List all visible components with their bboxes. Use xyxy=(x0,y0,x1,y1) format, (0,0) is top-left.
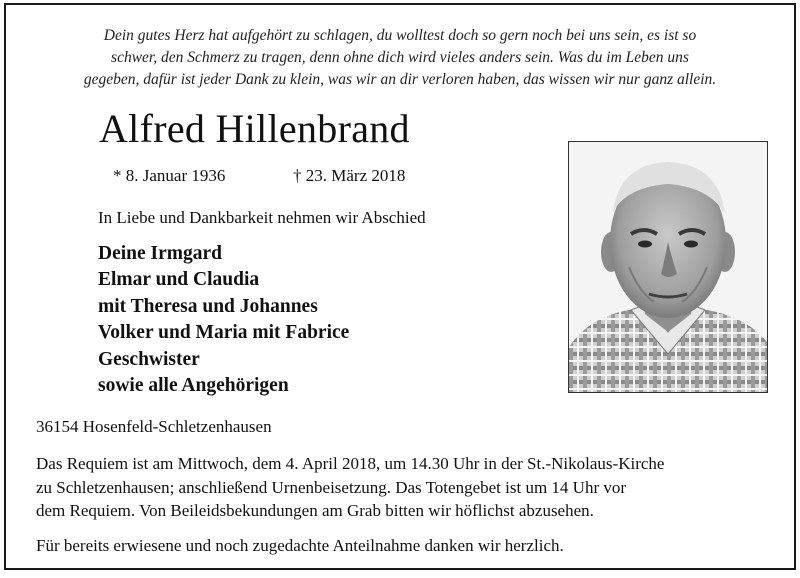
mourner-item: Volker und Maria mit Fabrice xyxy=(98,322,350,344)
thanks-line: Für bereits erwiesene und noch zugedachte Anteilnahme danken wir herzlich. xyxy=(36,536,564,555)
death-date: † 23. März 2018 xyxy=(293,166,406,185)
mourner-item: sowie alle Angehörigen xyxy=(98,375,289,397)
mourner-item: mit Theresa und Johannes xyxy=(98,295,318,317)
details-line: Das Requiem ist am Mittwoch, dem 4. April 2018, um 14.30 Uhr in der St.-Nikolaus-Kirche xyxy=(36,454,665,473)
portrait-photo xyxy=(568,141,768,393)
poem-line: gegeben, dafür ist jeder Dank zu klein, was wir an dir verloren haben, das wissen wir nur ganz allein. xyxy=(83,71,717,88)
birth-date: * 8. Januar 1936 xyxy=(113,166,226,185)
address: 36154 Hosenfeld-Schletzenhausen xyxy=(36,417,272,436)
poem-line: Dein gutes Herz hat aufgehört zu schlagen, du wolltest doch so gern noch bei uns sein, es ist so xyxy=(103,27,697,44)
obituary-notice xyxy=(4,3,796,570)
mourner-item: Elmar und Claudia xyxy=(98,269,260,291)
poem xyxy=(26,25,774,91)
deceased-name: Alfred Hillenbrand xyxy=(99,106,410,151)
mourners-list xyxy=(98,241,349,399)
portrait-illustration xyxy=(569,142,767,392)
farewell-line: In Liebe und Dankbarkeit nehmen wir Abschied xyxy=(98,208,426,227)
poem-line: schwer, den Schmerz zu tragen, denn ohne dich wird vieles anders sein. Was du im Leben uns xyxy=(111,49,689,66)
mourner-item: Geschwister xyxy=(98,348,200,370)
details-line: dem Requiem. Von Beileidsbekundungen am Grab bitten wir höflichst abzusehen. xyxy=(36,501,594,520)
details-line: zu Schletzenhausen; anschließend Urnenbeisetzung. Das Totengebet ist um 14 Uhr vor xyxy=(36,477,627,497)
funeral-details xyxy=(36,452,776,523)
mourner-item: Deine Irmgard xyxy=(98,243,223,264)
